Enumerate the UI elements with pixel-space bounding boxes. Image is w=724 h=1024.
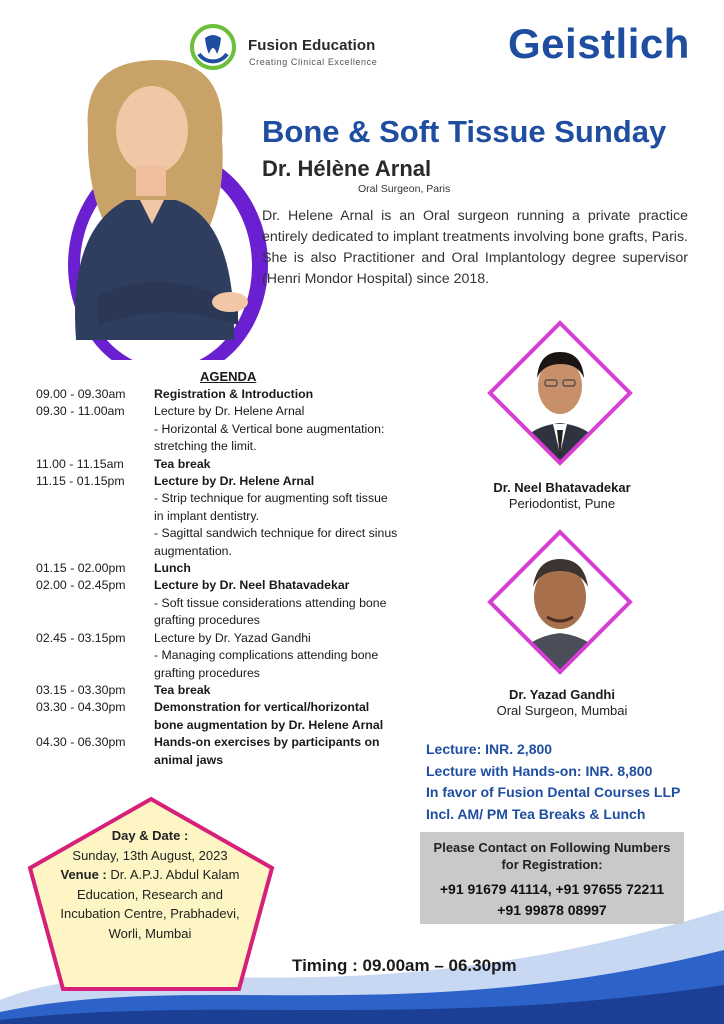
agenda-item: Registration & Introduction: [154, 387, 314, 401]
agenda-subitem: augmentation.: [154, 543, 232, 558]
speaker-photo-yazad: [485, 527, 635, 677]
speaker-photo-neel: [485, 318, 635, 468]
agenda-row: [36, 456, 436, 473]
agenda-heading: AGENDA: [200, 369, 257, 384]
agenda-subitem: - Soft tissue considerations attending bone: [154, 595, 387, 610]
agenda-subitem: - Managing complications attending bone: [154, 648, 379, 663]
main-speaker-role: Oral Surgeon, Paris: [358, 183, 451, 195]
venue-address: Dr. A.P.J. Abdul Kalam Education, Research and Incubation Centre, Prabhadevi, Worli, Mumbai: [60, 867, 240, 941]
contact-number-line: +91 99878 08997: [497, 902, 607, 918]
speaker-role: Oral Surgeon, Mumbai: [496, 703, 628, 718]
agenda-row: [36, 386, 436, 403]
agenda-time: 09.00 - 09.30am: [36, 387, 126, 401]
agenda-time: 11.00 - 11.15am: [36, 456, 124, 471]
agenda-time: 09.30 - 11.00am: [36, 404, 125, 419]
agenda-item: Tea break: [154, 456, 211, 471]
agenda-item: Lecture by Dr. Yazad Gandhi: [154, 630, 311, 645]
agenda-row: [36, 682, 436, 699]
date-label: Day & Date :: [111, 828, 189, 843]
fee-inclusions: Incl. AM/ PM Tea Breaks & Lunch: [426, 805, 646, 822]
agenda-time: 02.45 - 03.15pm: [36, 630, 126, 645]
venue-label: Venue :: [60, 867, 107, 882]
agenda-subitem: - Sagittal sandwich technique for direct sinus: [154, 526, 398, 541]
agenda-item: Lecture by Dr. Helene Arnal: [154, 474, 315, 489]
sponsor-logo-text: Geistlich: [508, 20, 690, 67]
agenda-time: 04.30 - 06.30pm: [36, 735, 126, 750]
agenda-time: 01.15 - 02.00pm: [36, 561, 126, 576]
fee-lecture: Lecture: INR. 2,800: [426, 741, 553, 757]
contact-number-line: +91 91679 41114, +91 97655 72211: [439, 881, 665, 897]
fee-payee: In favor of Fusion Dental Courses LLP: [426, 784, 681, 800]
fee-hands-on: Lecture with Hands-on: INR. 8,800: [426, 762, 653, 779]
agenda-row: [36, 560, 436, 577]
agenda-subitem: - Horizontal & Vertical bone augmentation:: [154, 421, 385, 436]
agenda-time: 11.15 - 01.15pm: [36, 474, 125, 489]
agenda-list: [36, 386, 436, 769]
event-date: Sunday, 13th August, 2023: [72, 847, 228, 863]
agenda-item: Lecture by Dr. Neel Bhatavadekar: [154, 578, 350, 593]
agenda-item: Hands-on exercises by participants on: [154, 735, 380, 750]
agenda-row: [36, 473, 436, 560]
agenda-time: 03.15 - 03.30pm: [36, 682, 126, 697]
agenda-row: [36, 403, 436, 455]
timing-text: Timing : 09.00am – 06.30pm: [292, 956, 517, 975]
main-speaker-name: Dr. Hélène Arnal: [262, 156, 432, 181]
agenda-item: Tea break: [154, 682, 211, 697]
agenda-subitem: in implant dentistry.: [154, 508, 260, 523]
agenda-subitem: - Strip technique for augmenting soft tissue: [154, 491, 388, 506]
agenda-subitem: bone augmentation by Dr. Helene Arnal: [154, 717, 384, 732]
agenda-time: 02.00 - 02.45pm: [36, 578, 126, 593]
contact-numbers: [420, 879, 684, 921]
agenda-subitem: grafting procedures: [154, 665, 260, 680]
agenda-subitem: stretching the limit.: [154, 439, 257, 454]
speaker-role: Periodontist, Pune: [508, 496, 616, 511]
fees-block: [426, 739, 680, 825]
event-title: Bone & Soft Tissue Sunday: [262, 114, 667, 149]
org-tagline: Creating Clinical Excellence: [249, 57, 378, 67]
agenda-row: [36, 630, 436, 682]
speaker-bio: Dr. Helene Arnal is an Oral surgeon running a private practice entirely dedicated to implant treatments involving bone grafts, Paris. She is also Practitioner and Oral Implantology degree supervisor (Henri Mondor Hospital) since 2018.: [262, 208, 688, 287]
speaker-name: Dr. Neel Bhatavadekar: [493, 480, 631, 495]
agenda-item: Lunch: [154, 561, 191, 576]
agenda-subitem: grafting procedures: [154, 613, 260, 628]
main-speaker-portrait: [18, 40, 278, 360]
agenda-item: Demonstration for vertical/horizontal: [154, 700, 370, 715]
agenda-time: 03.30 - 04.30pm: [36, 700, 126, 715]
agenda-row: [36, 577, 436, 629]
org-name: Fusion Education: [248, 37, 376, 54]
agenda-row: [36, 699, 436, 734]
venue-block: [50, 826, 250, 943]
agenda-row: [36, 734, 436, 769]
speaker-name: Dr. Yazad Gandhi: [509, 687, 615, 702]
agenda-subitem: animal jaws: [154, 752, 224, 767]
contact-heading: Please Contact on Following Numbers for Registration:: [433, 840, 671, 872]
agenda-item: Lecture by Dr. Helene Arnal: [154, 404, 305, 419]
